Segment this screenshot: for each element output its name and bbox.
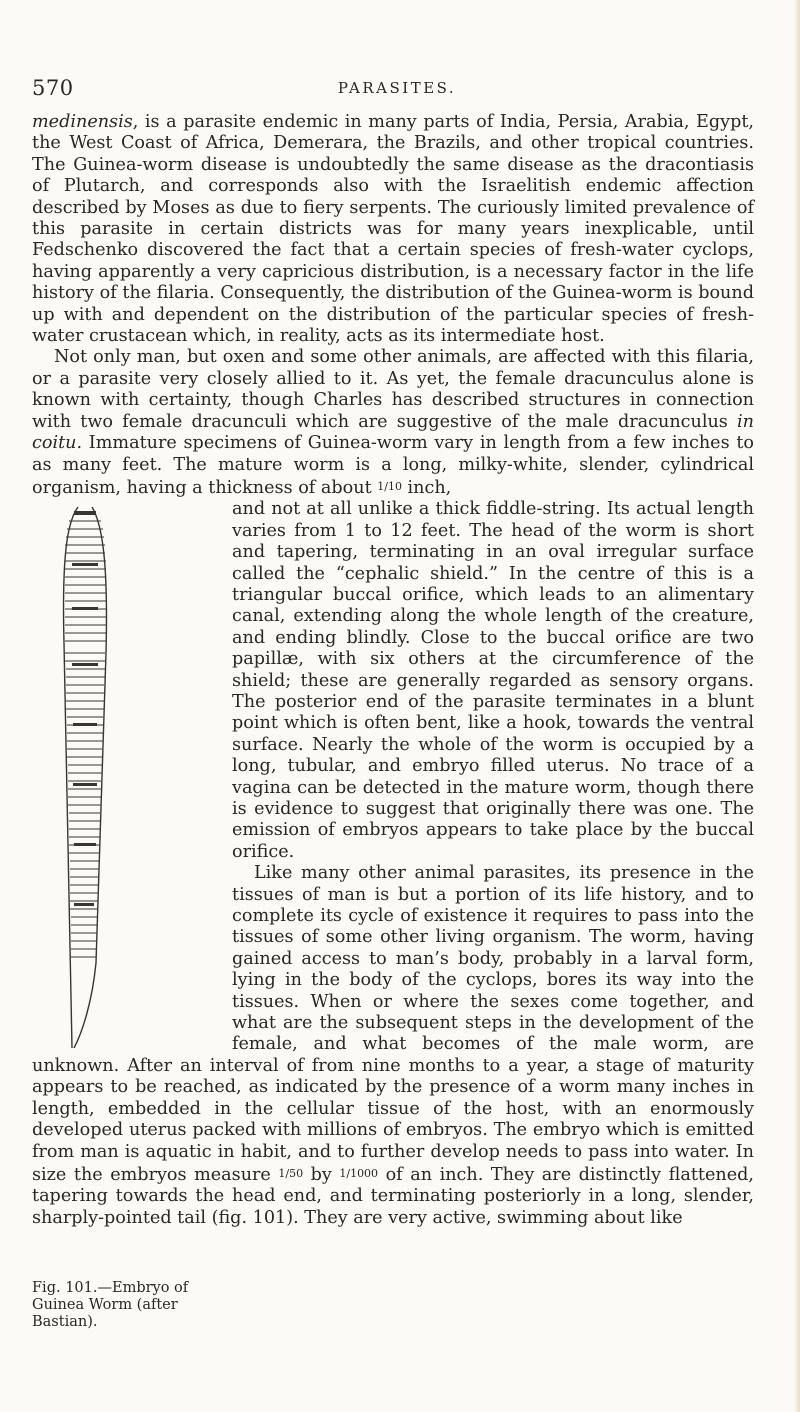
running-head: PARASITES. (337, 79, 457, 97)
body-text (32, 112, 754, 1229)
paragraph-3: Like many other animal parasites, its presence in the tissues of man is but a portion of its life history, and to complete its cycle of existence it requires to pass into the tissues of some other living organism. The worm, having gained access to man’s body, probably in a larval form, lying in the body of the cyclops, bores its way into the tissues. When or where the sexes come together, and what are the subsequent steps in the development of the female, and what becomes of the male worm, are unknown. After an interval of from nine months to a year, a stage of maturity appears to be reached, as indicated by the presence of a worm many inches in length, embedded in the cellular tissue of the host, with an enormously developed uterus packed with millions of embryos. The embryo which is emitted from man is aquatic in habit, and to further develop needs to pass into water. In size the embryos measure 1/50 by 1/1000 of an inch. They are distinctly flattened, tapering towards the head end, and terminating posteriorly in a long, slender, sharply-pointed tail (fig. 101). They are very active, swimming about like (32, 863, 754, 1228)
fraction: 1/1000 (339, 1166, 379, 1180)
fraction: 1/50 (278, 1166, 304, 1180)
page-edge (794, 0, 800, 1412)
page-header (32, 76, 762, 102)
paragraph-1: medinensis, is a parasite endemic in many parts of India, Persia, Arabia, Egypt, the West Coast of Africa, Demerara, the Brazils, and other tropical countries. The Guinea-worm disease is undoubtedly the same disease as the dracontiasis of Plutarch, and corresponds also with the Israelitish endemic affection described by Moses as due to fiery serpents. The curiously limited prevalence of this parasite in certain districts was for many years inexplicable, until Fedschenko discovered the fact that a certain species of fresh-water cyclops, having apparently a very capricious distribution, is a necessary factor in the life history of the filaria. Consequently, the distribution of the Guinea-worm is bound up with and dependent on the distribution of the particular species of fresh-water crustacean which, in reality, acts as its intermediate host. (32, 112, 754, 347)
species-term: medinensis (32, 112, 133, 132)
fraction: 1/10 (377, 479, 402, 493)
figure-embryo-illustration (52, 503, 220, 1048)
paragraph-2-continued: and not at all unlike a thick fiddle-string. Its actual length varies from 1 to 12 feet. The head of the worm is short and tapering, terminating in an oval irregular surface called the “cephalic shield.” In the centre of this is a triangular buccal orifice, which leads to an alimentary canal, extending along the whole length of the creature, and ending blindly. Close to the buccal orifice are two papillæ, with six others at the circumference of the shield; these are generally regarded as sensory organs. The posterior end of the parasite terminates in a blunt point which is often bent, like a hook, towards the ventral surface. Nearly the whole of the worm is occupied by a long, tubular, and embryo filled uterus. No trace of a vagina can be detected in the mature worm, though there is evidence to suggest that originally there was one. The emission of embryos appears to take place by the buccal orifice. (232, 499, 754, 862)
paragraph-2: Not only man, but oxen and some other animals, are affected with this filaria, or a parasite very closely allied to it. As yet, the female dracunculus alone is known with certainty, though Charles has described structures in connection with two female dracunculi which are suggestive of the male dracunculus in coitu. Immature specimens of Guinea-worm vary in length from a few inches to as many feet. The mature worm is a long, milky-white, slender, cylindrical organism, having a thickness of about 1/10 inch, (32, 347, 754, 498)
embryo-illustration (52, 503, 220, 1048)
page-number: 570 (32, 76, 74, 100)
figure-caption: Fig. 101.—Embryo of Guinea Worm (after Bastian). (32, 1280, 189, 1330)
